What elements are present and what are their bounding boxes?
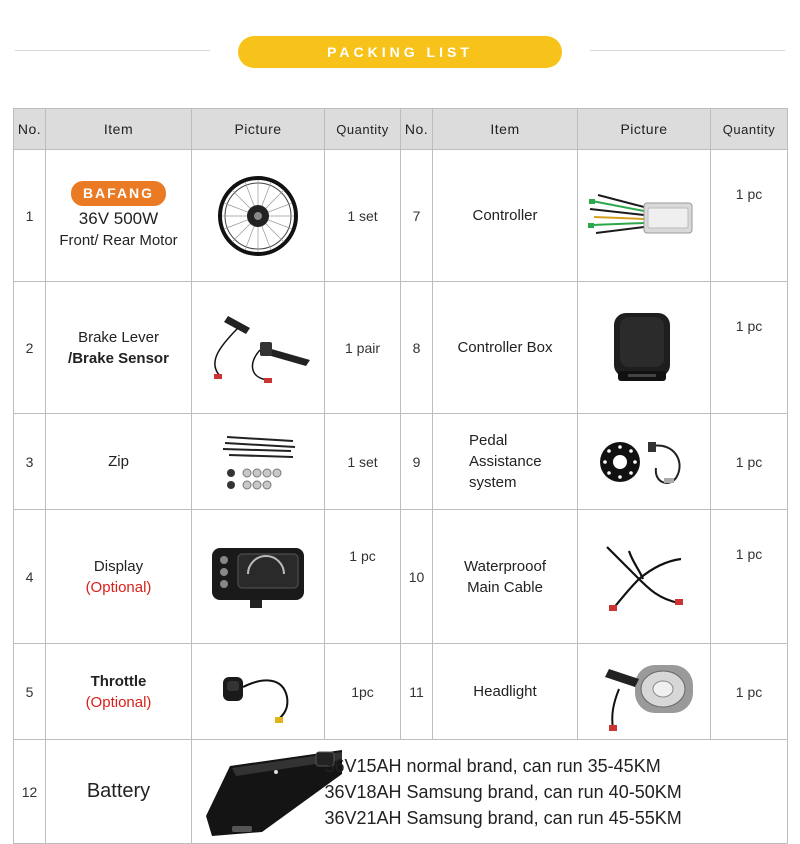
pedal-sensor-picture: [578, 414, 711, 510]
battery-icon: [192, 744, 342, 840]
item-name: [46, 150, 192, 282]
item-number: 12: [14, 740, 46, 844]
item-name-line1: 36V 500W: [78, 208, 159, 228]
display-icon: [208, 544, 308, 610]
item-quantity: 1 pc: [711, 282, 788, 414]
battery-specs: [325, 740, 788, 844]
item-quantity: 1 pc: [711, 510, 788, 644]
throttle-icon: [213, 657, 303, 727]
item-name: Controller Box: [433, 282, 578, 414]
col-header-picture: Picture: [192, 109, 325, 150]
item-number: 1: [14, 150, 46, 282]
table-row: [14, 150, 788, 282]
item-number: 11: [401, 644, 433, 740]
brake-lever-icon: [198, 308, 318, 388]
item-name-line2: system: [469, 474, 517, 491]
display-picture: [192, 510, 325, 644]
item-quantity: 1 set: [325, 414, 401, 510]
motor-wheel-icon: [218, 172, 298, 260]
item-name-line1: Pedal Assistance: [469, 432, 542, 470]
item-name: Zip: [46, 414, 192, 510]
col-header-quantity: Quantity: [325, 109, 401, 150]
header-rule-right: [590, 50, 785, 51]
item-quantity: 1 pc: [711, 150, 788, 282]
item-name-line1: Throttle: [90, 672, 147, 690]
table-row: [14, 644, 788, 740]
table-row: [14, 510, 788, 644]
brake-lever-picture: [192, 282, 325, 414]
packing-list-table: [13, 108, 788, 844]
optional-label: (Optional): [85, 578, 152, 596]
item-quantity: 1pc: [325, 644, 401, 740]
item-number: 2: [14, 282, 46, 414]
item-name: Headlight: [433, 644, 578, 740]
item-quantity: 1 pc: [711, 414, 788, 510]
controller-box-picture: [578, 282, 711, 414]
item-quantity: 1 pair: [325, 282, 401, 414]
item-name: Controller: [433, 150, 578, 282]
headlight-picture: [578, 644, 711, 740]
col-header-quantity: Quantity: [711, 109, 788, 150]
item-number: 8: [401, 282, 433, 414]
item-name: Battery: [46, 740, 192, 844]
item-quantity: 1 set: [325, 150, 401, 282]
controller-picture: [578, 150, 711, 282]
zip-ties-picture: [192, 414, 325, 510]
item-name-line2: Main Cable: [467, 578, 543, 596]
col-header-item: Item: [46, 109, 192, 150]
controller-icon: [584, 181, 704, 251]
item-name-line1: Display: [93, 557, 144, 575]
col-header-item: Item: [433, 109, 578, 150]
optional-label: (Optional): [85, 693, 152, 711]
col-header-no: No.: [14, 109, 46, 150]
battery-spec-line: 36V18AH Samsung brand, can run 40-50KM: [324, 781, 682, 802]
battery-spec-line: 36V15AH normal brand, can run 35-45KM: [324, 755, 661, 776]
battery-spec-line: 36V21AH Samsung brand, can run 45-55KM: [324, 807, 682, 828]
item-number: 3: [14, 414, 46, 510]
item-number: 4: [14, 510, 46, 644]
controller-box-icon: [604, 307, 684, 389]
main-cable-icon: [599, 539, 689, 615]
item-number: 10: [401, 510, 433, 644]
item-number: 5: [14, 644, 46, 740]
main-cable-picture: [578, 510, 711, 644]
table-header-row: [14, 109, 788, 150]
item-name: [46, 510, 192, 644]
header-rule-left: [15, 50, 210, 51]
pedal-sensor-icon: [594, 432, 694, 492]
bafang-logo: BAFANG: [71, 181, 166, 206]
item-number: 7: [401, 150, 433, 282]
motor-wheel-picture: [192, 150, 325, 282]
item-quantity: 1 pc: [325, 510, 401, 644]
item-name-line2: Front/ Rear Motor: [59, 231, 178, 249]
item-quantity: 1 pc: [711, 644, 788, 740]
packing-list-banner: PACKING LIST: [238, 36, 562, 68]
throttle-picture: [192, 644, 325, 740]
item-name: [433, 414, 578, 510]
headlight-icon: [589, 649, 699, 735]
battery-picture: [192, 740, 325, 844]
table-row: [14, 740, 788, 844]
table-row: [14, 414, 788, 510]
item-name: [46, 282, 192, 414]
col-header-picture: Picture: [578, 109, 711, 150]
item-name-line2: /Brake Sensor: [68, 349, 169, 367]
table-row: [14, 282, 788, 414]
col-header-no: No.: [401, 109, 433, 150]
item-name-line1: Waterprooof: [464, 557, 546, 575]
item-name: [433, 510, 578, 644]
item-name-line1: Brake Lever: [78, 328, 159, 346]
item-name: [46, 644, 192, 740]
item-number: 9: [401, 414, 433, 510]
zip-ties-icon: [213, 427, 303, 497]
